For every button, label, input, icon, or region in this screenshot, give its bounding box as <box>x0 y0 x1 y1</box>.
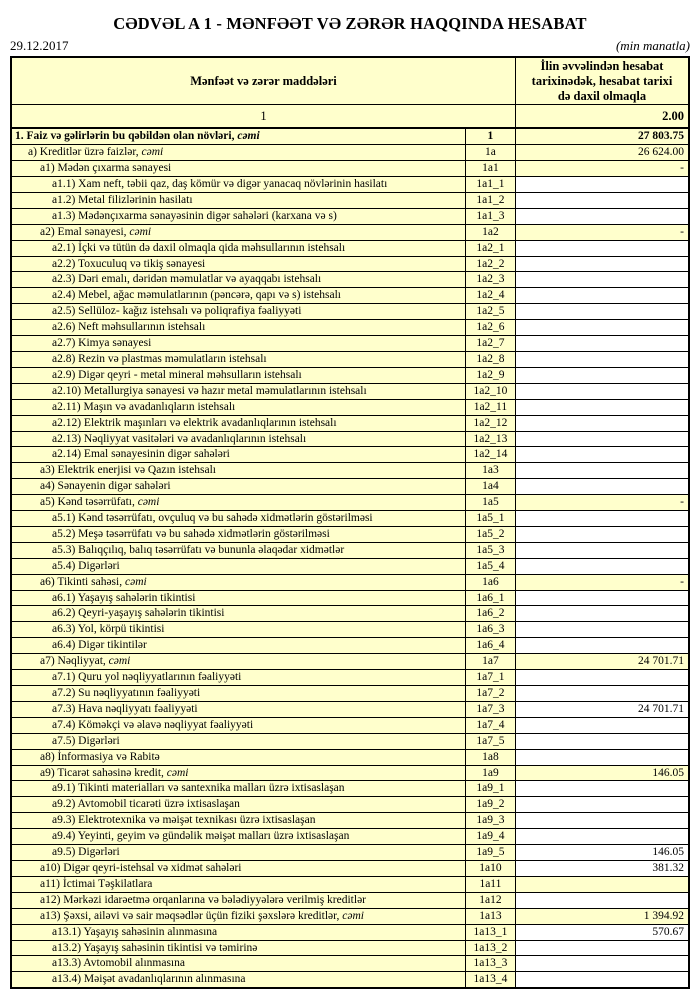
row-label <box>11 670 465 686</box>
table-row <box>11 781 689 797</box>
row-value: 26 624.00 <box>515 145 689 161</box>
row-code: 1a7_4 <box>465 717 515 733</box>
row-code: 1a8 <box>465 749 515 765</box>
row-value <box>515 399 689 415</box>
row-value <box>515 177 689 193</box>
row-value <box>515 192 689 208</box>
row-value <box>515 351 689 367</box>
table-row <box>11 351 689 367</box>
meta-row <box>10 39 690 53</box>
table-row <box>11 463 689 479</box>
table-row <box>11 797 689 813</box>
row-code: 1a2_13 <box>465 431 515 447</box>
row-value <box>515 717 689 733</box>
row-value: 381.32 <box>515 860 689 876</box>
row-label <box>11 686 465 702</box>
row-label-italic-suffix: cəmi <box>237 130 260 143</box>
table-row <box>11 399 689 415</box>
row-label <box>11 574 465 590</box>
row-code: 1a2_5 <box>465 304 515 320</box>
row-label <box>11 192 465 208</box>
row-label <box>11 845 465 861</box>
row-label-text: a6) Tikinti sahəsi, <box>40 575 125 588</box>
row-value: 24 701.71 <box>515 654 689 670</box>
row-value <box>515 797 689 813</box>
row-label <box>11 749 465 765</box>
row-label-text: a2.11) Maşın və avadanlıqların istehsalı <box>52 400 236 413</box>
row-label-text: a13.4) Məişət avadanlıqlarının alınmasına <box>52 973 246 986</box>
row-value <box>515 749 689 765</box>
row-value <box>515 288 689 304</box>
row-code: 1a9_3 <box>465 813 515 829</box>
row-value: 1 394.92 <box>515 908 689 924</box>
row-code: 1 <box>465 128 515 144</box>
table-row <box>11 367 689 383</box>
row-label <box>11 463 465 479</box>
row-label <box>11 542 465 558</box>
row-code: 1a6_2 <box>465 606 515 622</box>
row-label-text: a1.3) Mədənçıxarma sənayəsinin digər sahələri (karxana və s) <box>52 209 337 222</box>
row-label-text: a2.4) Mebel, ağac məmulatlarının (pəncərə, qapı və s) istehsalı <box>52 289 341 302</box>
table-row <box>11 542 689 558</box>
table-row <box>11 161 689 177</box>
row-value <box>515 606 689 622</box>
row-label <box>11 606 465 622</box>
row-code: 1a4 <box>465 479 515 495</box>
profit-loss-table <box>10 56 690 989</box>
row-label-italic-suffix: cəmi <box>342 909 364 922</box>
row-value <box>515 304 689 320</box>
row-value <box>515 622 689 638</box>
row-value <box>515 240 689 256</box>
row-code: 1a7_1 <box>465 670 515 686</box>
row-value: - <box>515 495 689 511</box>
row-label-text: a5.2) Meşə təsərrüfatı və bu sahədə xidmətlərin göstərilməsi <box>52 527 330 540</box>
row-label-italic-suffix: cəmi <box>124 575 147 588</box>
table-header-row <box>11 57 689 105</box>
row-value <box>515 542 689 558</box>
row-value: 570.67 <box>515 924 689 940</box>
row-label <box>11 495 465 511</box>
row-value <box>515 558 689 574</box>
row-code: 1a7_3 <box>465 701 515 717</box>
table-row <box>11 240 689 256</box>
row-label-text: a1) Mədən çıxarma sənayesi <box>40 162 172 175</box>
row-label-text: a7) Nəqliyyat, <box>40 655 109 668</box>
row-value <box>515 590 689 606</box>
row-code: 1a1_3 <box>465 208 515 224</box>
row-value <box>515 431 689 447</box>
row-label <box>11 813 465 829</box>
row-value <box>515 511 689 527</box>
row-code: 1a11 <box>465 876 515 892</box>
row-label <box>11 288 465 304</box>
row-code: 1a7 <box>465 654 515 670</box>
row-label-text: 1. Faiz və gəlirlərin bu qəbildən olan növləri, <box>15 130 238 143</box>
row-label <box>11 638 465 654</box>
table-row <box>11 415 689 431</box>
row-value <box>515 670 689 686</box>
row-code: 1a6 <box>465 574 515 590</box>
row-label-text: a10) Digər qeyri-istehsal və xidmət sahələri <box>40 861 242 874</box>
row-label <box>11 940 465 956</box>
row-label <box>11 272 465 288</box>
row-label-text: a2.5) Sellüloz- kağız istehsalı və poliqrafiya fəaliyyəti <box>52 305 302 318</box>
row-code: 1a13_4 <box>465 972 515 988</box>
row-value <box>515 463 689 479</box>
row-label-text: a2) Emal sənayesi, <box>40 225 130 238</box>
row-value <box>515 638 689 654</box>
row-code: 1a3 <box>465 463 515 479</box>
row-label-text: a13.1) Yaşayış sahəsinin alınmasına <box>52 925 218 938</box>
table-row <box>11 574 689 590</box>
row-code: 1a5_3 <box>465 542 515 558</box>
row-value <box>515 447 689 463</box>
row-code: 1a <box>465 145 515 161</box>
row-label-text: a7.1) Quru yol nəqliyyatlarının fəaliyyəti <box>52 671 242 684</box>
row-label <box>11 590 465 606</box>
report-date: 29.12.2017 <box>10 38 69 53</box>
unit-note: (min manatla) <box>615 38 690 53</box>
row-value <box>515 383 689 399</box>
row-label-text: a9) Ticarət sahəsinə kredit, <box>40 766 167 779</box>
row-label-text: a2.6) Neft məhsullarının istehsalı <box>52 321 206 334</box>
row-label-text: a9.5) Digərləri <box>52 846 120 859</box>
table-row <box>11 558 689 574</box>
row-label <box>11 256 465 272</box>
row-label <box>11 797 465 813</box>
row-label-text: a2.8) Rezin və plastmas məmulatların istehsalı <box>52 352 267 365</box>
row-label <box>11 128 465 144</box>
row-label-text: a11) İctimai Təşkilatlara <box>40 877 153 890</box>
table-row <box>11 128 689 144</box>
row-label-text: a1.2) Metal filizlərinin hasilatı <box>52 193 193 206</box>
row-label-text: a3) Elektrik enerjisi və Qazın istehsalı <box>40 464 216 477</box>
table-row <box>11 606 689 622</box>
table-row <box>11 638 689 654</box>
row-label <box>11 892 465 908</box>
row-label <box>11 876 465 892</box>
row-value <box>515 733 689 749</box>
table-row <box>11 511 689 527</box>
row-label <box>11 765 465 781</box>
row-label-text: a2.14) Emal sənayesinin digər sahələri <box>52 448 230 461</box>
table-row <box>11 972 689 988</box>
row-value: - <box>515 574 689 590</box>
row-code: 1a2_10 <box>465 383 515 399</box>
row-label <box>11 447 465 463</box>
row-code: 1a2_9 <box>465 367 515 383</box>
row-label <box>11 304 465 320</box>
row-label-text: a9.3) Elektrotexnika və məişət texnikası üzrə ixtisaslaşan <box>52 814 316 827</box>
row-label-text: a) Kreditlər üzrə faizlər, <box>28 146 142 159</box>
row-code: 1a9_5 <box>465 845 515 861</box>
row-code: 1a1_2 <box>465 192 515 208</box>
page-title: CƏDVƏL A 1 - MƏNFƏƏT VƏ ZƏRƏR HAQQINDA HESABAT <box>113 14 587 33</box>
row-label-text: a7.4) Köməkçi və əlavə nəqliyyat fəaliyyəti <box>52 718 254 731</box>
row-label <box>11 367 465 383</box>
table-row <box>11 845 689 861</box>
row-code: 1a2_7 <box>465 336 515 352</box>
row-value <box>515 892 689 908</box>
table-row <box>11 288 689 304</box>
row-value <box>515 686 689 702</box>
table-row <box>11 479 689 495</box>
row-value <box>515 829 689 845</box>
row-label <box>11 829 465 845</box>
row-code: 1a2_6 <box>465 320 515 336</box>
row-label-text: a2.12) Elektrik maşınları və elektrik avadanlıqlarının istehsalı <box>52 416 337 429</box>
table-row <box>11 192 689 208</box>
row-label-text: a13.3) Avtomobil alınmasına <box>52 957 185 970</box>
row-value <box>515 367 689 383</box>
row-code: 1a9_1 <box>465 781 515 797</box>
row-label-text: a7.5) Digərləri <box>52 734 120 747</box>
row-label-text: a9.2) Avtomobil ticarəti üzrə ixtisaslaşan <box>52 798 240 811</box>
row-value <box>515 479 689 495</box>
row-code: 1a2 <box>465 224 515 240</box>
row-label-italic-suffix: cəmi <box>129 225 152 238</box>
row-label-text: a5.4) Digərləri <box>52 559 120 572</box>
table-row <box>11 892 689 908</box>
row-value <box>515 256 689 272</box>
table-row <box>11 829 689 845</box>
row-label <box>11 240 465 256</box>
table-row <box>11 654 689 670</box>
row-code: 1a7_2 <box>465 686 515 702</box>
row-label-text: a2.9) Digər qeyri - metal mineral məhsulların istehsalı <box>52 368 302 381</box>
table-row <box>11 813 689 829</box>
row-label-text: a2.7) Kimya sənayesi <box>52 337 152 350</box>
row-code: 1a13 <box>465 908 515 924</box>
row-label-italic-suffix: cəmi <box>108 655 131 668</box>
row-code: 1a9_2 <box>465 797 515 813</box>
row-label-text: a2.13) Nəqliyyat vasitələri və avadanlıqlarının istehsalı <box>52 432 307 445</box>
table-row <box>11 208 689 224</box>
row-label <box>11 161 465 177</box>
row-label-text: a5.1) Kənd təsərrüfatı, ovçuluq və bu sahədə xidmətlərin göstərilməsi <box>52 512 373 525</box>
row-value: 146.05 <box>515 765 689 781</box>
row-label-text: a6.3) Yol, körpü tikintisi <box>52 623 165 636</box>
row-label-italic-suffix: cəmi <box>141 146 164 159</box>
table-row <box>11 526 689 542</box>
row-label <box>11 383 465 399</box>
row-label <box>11 208 465 224</box>
row-label <box>11 526 465 542</box>
row-code: 1a2_4 <box>465 288 515 304</box>
row-label-italic-suffix: cəmi <box>166 766 189 779</box>
table-row <box>11 908 689 924</box>
table-row <box>11 860 689 876</box>
row-label <box>11 781 465 797</box>
row-value <box>515 972 689 988</box>
row-label <box>11 654 465 670</box>
row-code: 1a2_14 <box>465 447 515 463</box>
table-row <box>11 924 689 940</box>
table-row <box>11 701 689 717</box>
row-label-text: a2.10) Metallurgiya sənayesi və hazır metal məmulatlarının istehsalı <box>52 384 367 397</box>
row-label-text: a5) Kənd təsərrüfatı, <box>40 496 138 509</box>
row-code: 1a2_2 <box>465 256 515 272</box>
row-code: 1a10 <box>465 860 515 876</box>
row-label-text: a4) Sənayenin digər sahələri <box>40 480 171 493</box>
row-value: - <box>515 161 689 177</box>
row-code: 1a2_12 <box>465 415 515 431</box>
row-value <box>515 272 689 288</box>
row-label <box>11 701 465 717</box>
row-label <box>11 717 465 733</box>
row-label <box>11 860 465 876</box>
row-code: 1a7_5 <box>465 733 515 749</box>
table-row <box>11 876 689 892</box>
table-row <box>11 383 689 399</box>
table-row <box>11 686 689 702</box>
row-label-text: a2.1) İçki və tütün də daxil olmaqla qida məhsullarının istehsalı <box>52 241 346 254</box>
table-row <box>11 224 689 240</box>
table-row <box>11 765 689 781</box>
row-code: 1a13_2 <box>465 940 515 956</box>
row-value: 24 701.71 <box>515 701 689 717</box>
row-value <box>515 208 689 224</box>
row-label <box>11 415 465 431</box>
row-code: 1a5 <box>465 495 515 511</box>
table-row <box>11 670 689 686</box>
row-label-italic-suffix: cəmi <box>137 496 160 509</box>
row-label-text: a1.1) Xam neft, təbii qaz, daş kömür və digər yanacaq növlərinin hasilatı <box>52 178 388 191</box>
items-column-number: 1 <box>11 105 515 129</box>
row-code: 1a1_1 <box>465 177 515 193</box>
row-label <box>11 479 465 495</box>
row-value <box>515 876 689 892</box>
row-value <box>515 415 689 431</box>
row-label-text: a2.2) Toxuculuq və tikiş sənayesi <box>52 257 206 270</box>
row-label-text: a7.3) Hava nəqliyyatı fəaliyyəti <box>52 702 198 715</box>
row-code: 1a6_4 <box>465 638 515 654</box>
row-label-text: a6.2) Qeyri-yaşayış sahələrin tikintisi <box>52 607 225 620</box>
table-row <box>11 336 689 352</box>
row-value <box>515 526 689 542</box>
row-code: 1a2_3 <box>465 272 515 288</box>
row-label <box>11 956 465 972</box>
row-value <box>515 956 689 972</box>
table-row <box>11 590 689 606</box>
row-label <box>11 972 465 988</box>
row-label-text: a8) İnformasiya və Rabitə <box>40 750 160 763</box>
row-label-text: a13.2) Yaşayış sahəsinin tikintisi və təmirinə <box>52 941 258 954</box>
row-code: 1a13_1 <box>465 924 515 940</box>
table-row <box>11 749 689 765</box>
column-number-row <box>11 105 689 129</box>
row-code: 1a12 <box>465 892 515 908</box>
row-label <box>11 511 465 527</box>
table-row <box>11 940 689 956</box>
table-row <box>11 145 689 161</box>
row-code: 1a5_2 <box>465 526 515 542</box>
row-label <box>11 399 465 415</box>
table-row <box>11 304 689 320</box>
row-value <box>515 781 689 797</box>
row-label <box>11 145 465 161</box>
row-label <box>11 336 465 352</box>
row-code: 1a1 <box>465 161 515 177</box>
row-value <box>515 320 689 336</box>
row-label <box>11 431 465 447</box>
table-row <box>11 622 689 638</box>
row-label-text: a7.2) Su nəqliyyatının fəaliyyəti <box>52 687 201 700</box>
table-row <box>11 733 689 749</box>
row-code: 1a13_3 <box>465 956 515 972</box>
row-code: 1a9 <box>465 765 515 781</box>
table-row <box>11 177 689 193</box>
row-value: 146.05 <box>515 845 689 861</box>
row-code: 1a9_4 <box>465 829 515 845</box>
value-column-number: 2.00 <box>515 105 689 129</box>
table-row <box>11 320 689 336</box>
row-value <box>515 813 689 829</box>
items-column-header: Mənfəət və zərər maddələri <box>11 57 515 105</box>
row-value: 27 803.75 <box>515 128 689 144</box>
table-row <box>11 272 689 288</box>
row-label-text: a2.3) Dəri emalı, dəridən məmulatlar və ayaqqabı istehsalı <box>52 273 322 286</box>
row-label-text: a9.1) Tikinti materialları və santexnika malları üzrə ixtisaslaşan <box>52 782 345 795</box>
row-value: - <box>515 224 689 240</box>
row-label <box>11 351 465 367</box>
row-value <box>515 336 689 352</box>
row-label-text: a5.3) Balıqçılıq, balıq təsərrüfatı və bununla əlaqədar xidmətlər <box>52 543 345 556</box>
row-code: 1a2_8 <box>465 351 515 367</box>
table-row <box>11 431 689 447</box>
row-code: 1a6_3 <box>465 622 515 638</box>
row-label-text: a6.4) Digər tikintilər <box>52 639 147 652</box>
table-row <box>11 447 689 463</box>
row-label-text: a12) Mərkəzi idarəetmə orqanlarına və bələdiyyələrə verilmiş kreditlər <box>40 893 366 906</box>
row-label-text: a9.4) Yeyinti, geyim və gündəlik məişət malları üzrə ixtisaslaşan <box>52 830 350 843</box>
row-label <box>11 224 465 240</box>
value-column-header: İlin əvvəlindən hesabat tarixinədək, hesabat tarixi də daxil olmaqla <box>515 57 689 105</box>
row-label-text: a6.1) Yaşayış sahələrin tikintisi <box>52 591 196 604</box>
row-code: 1a6_1 <box>465 590 515 606</box>
row-label <box>11 177 465 193</box>
row-label <box>11 733 465 749</box>
table-row <box>11 717 689 733</box>
row-label <box>11 908 465 924</box>
table-row <box>11 495 689 511</box>
row-label <box>11 558 465 574</box>
table-row <box>11 956 689 972</box>
row-label-text: a13) Şəxsi, ailəvi və sair məqsədlər üçün fiziki şəxslərə kreditlər, <box>40 909 343 922</box>
row-value <box>515 940 689 956</box>
row-code: 1a2_11 <box>465 399 515 415</box>
row-code: 1a5_4 <box>465 558 515 574</box>
row-label <box>11 924 465 940</box>
row-label <box>11 622 465 638</box>
row-code: 1a5_1 <box>465 511 515 527</box>
row-code: 1a2_1 <box>465 240 515 256</box>
row-label <box>11 320 465 336</box>
table-row <box>11 256 689 272</box>
